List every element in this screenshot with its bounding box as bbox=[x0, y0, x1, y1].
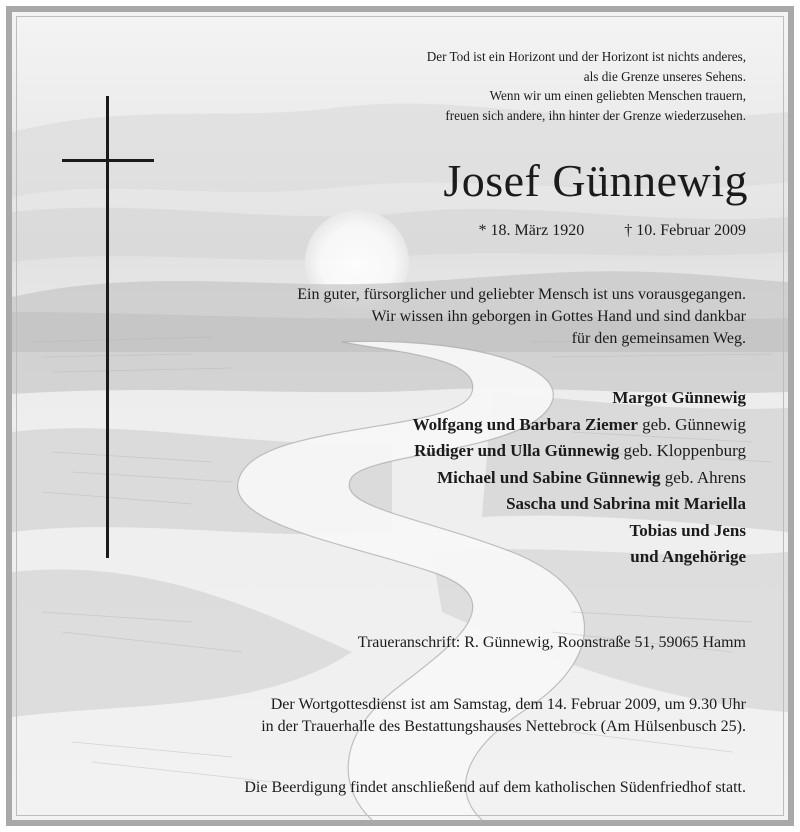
cross-icon bbox=[106, 96, 109, 558]
mourner-entry bbox=[413, 518, 746, 545]
mourner-names: Sascha und Sabrina mit Mariella bbox=[506, 494, 746, 513]
quote-line: freuen sich andere, ihn hinter der Grenze wiederzusehen. bbox=[445, 107, 746, 123]
mourner-entry bbox=[413, 544, 746, 571]
deceased-name: Josef Günnewig bbox=[443, 155, 748, 206]
tribute-line: für den gemeinsamen Weg. bbox=[571, 330, 746, 347]
service-line: Der Wortgottesdienst ist am Samstag, dem 14. Februar 2009, um 9.30 Uhr bbox=[270, 696, 746, 713]
mourner-entry bbox=[413, 412, 746, 439]
burial-info: Die Beerdigung findet anschließend auf dem katholischen Südenfriedhof statt. bbox=[244, 779, 746, 796]
mourner-entry bbox=[413, 438, 746, 465]
tribute-text bbox=[297, 284, 746, 350]
mourner-entry bbox=[413, 465, 746, 492]
mourner-names: Michael und Sabine Günnewig bbox=[437, 467, 661, 487]
mourner-entry bbox=[413, 491, 746, 518]
mourner-suffix: geb. Ahrens bbox=[660, 467, 746, 487]
mourner-names: Margot Günnewig bbox=[612, 388, 746, 407]
obituary-card bbox=[6, 6, 794, 826]
mourner-names: Wolfgang und Barbara Ziemer bbox=[412, 414, 638, 434]
death-date: † 10. Februar 2009 bbox=[624, 222, 746, 239]
life-dates bbox=[478, 221, 746, 241]
mourner-suffix: geb. Günnewig bbox=[637, 414, 746, 434]
service-line: in der Trauerhalle des Bestattungshauses Nettebrock (Am Hülsenbusch 25). bbox=[261, 718, 746, 735]
quote bbox=[427, 47, 746, 125]
cross-icon-bar bbox=[62, 159, 154, 162]
tribute-line: Wir wissen ihn geborgen in Gottes Hand und sind dankbar bbox=[371, 308, 746, 325]
service-info bbox=[261, 694, 746, 738]
mourners-list bbox=[413, 385, 746, 571]
mourner-names: Rüdiger und Ulla Günnewig bbox=[414, 441, 620, 460]
birth-date: * 18. März 1920 bbox=[478, 222, 585, 239]
mourner-names: Tobias und Jens bbox=[629, 520, 746, 540]
mourning-address: Traueranschrift: R. Günnewig, Roonstraße 51, 59065 Hamm bbox=[357, 634, 746, 651]
quote-line: als die Grenze unseres Sehens. bbox=[583, 68, 746, 84]
tribute-line: Ein guter, fürsorglicher und geliebter Mensch ist uns vorausgegangen. bbox=[297, 286, 746, 303]
mourner-entry bbox=[413, 385, 746, 412]
mourner-names: und Angehörige bbox=[630, 547, 746, 566]
quote-line: Der Tod ist ein Horizont und der Horizont ist nichts anderes, bbox=[426, 49, 746, 64]
quote-line: Wenn wir um einen geliebten Menschen trauern, bbox=[489, 88, 746, 103]
mourner-suffix: geb. Kloppenburg bbox=[619, 441, 746, 460]
